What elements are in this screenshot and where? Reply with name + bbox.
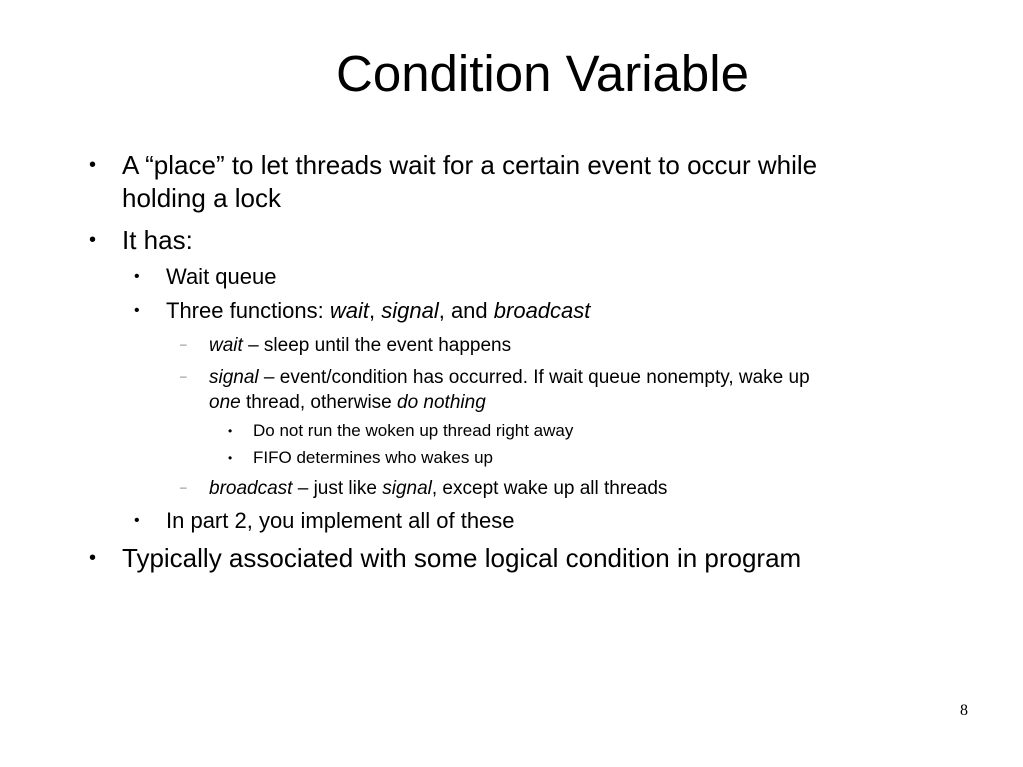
bullet-signal-continuation — [209, 390, 486, 415]
bullet-separator: , and — [438, 298, 494, 323]
bullet-logical-condition — [89, 542, 802, 575]
bullet-do-not-run — [228, 420, 574, 442]
term-description: – sleep until the event happens — [242, 335, 512, 356]
bullet-dash-icon: – — [180, 480, 187, 494]
bullet-separator: , — [369, 298, 382, 323]
emphasis-one: one — [209, 392, 241, 413]
term-description: – just like — [292, 478, 383, 499]
bullet-text-line2: holding a lock — [122, 183, 281, 213]
bullet-wait-description — [180, 333, 512, 358]
term-description-continued: thread, otherwise — [240, 392, 398, 413]
bullet-it-has — [89, 224, 193, 257]
bullet-three-functions — [134, 297, 591, 325]
bullet-dash-icon: – — [180, 369, 187, 383]
bullet-text: Typically associated with some logical condition in program — [122, 543, 802, 573]
term-description: – event/condition has occurred. If wait queue nonempty, wake up — [258, 367, 810, 388]
bullet-broadcast-description — [180, 476, 668, 501]
bullet-dot-icon: • — [228, 424, 233, 438]
function-name-broadcast: broadcast — [493, 298, 591, 323]
bullet-text: FIFO determines who wakes up — [253, 448, 493, 467]
emphasis-do-nothing: do nothing — [397, 392, 486, 413]
bullet-dot-icon: • — [228, 451, 233, 465]
bullet-part-2 — [134, 507, 515, 535]
bullet-text: Wait queue — [166, 264, 277, 289]
bullet-wait-queue — [134, 263, 277, 291]
function-name-wait: wait — [329, 298, 369, 323]
bullet-dash-icon: – — [180, 337, 187, 351]
bullet-place-to-wait — [89, 149, 818, 182]
bullet-place-to-wait-continuation — [122, 182, 281, 215]
term-broadcast: broadcast — [209, 478, 293, 499]
bullet-text-line1: A “place” to let threads wait for a certain event to occur while — [122, 150, 818, 180]
bullet-dot-icon: • — [134, 512, 140, 529]
term-description-tail: , except wake up all threads — [431, 478, 668, 499]
bullet-signal-description — [180, 365, 810, 390]
bullet-text: It has: — [122, 225, 193, 255]
bullet-dot-icon: • — [89, 229, 97, 251]
term-wait: wait — [209, 335, 243, 356]
term-signal: signal — [209, 367, 259, 388]
term-signal-reference: signal — [382, 478, 432, 499]
function-name-signal: signal — [381, 298, 439, 323]
bullet-text: In part 2, you implement all of these — [166, 508, 515, 533]
bullet-dot-icon: • — [89, 547, 97, 569]
bullet-fifo — [228, 447, 493, 469]
bullet-text: Do not run the woken up thread right away — [253, 421, 574, 440]
bullet-dot-icon: • — [89, 154, 97, 176]
bullet-text-lead: Three functions: — [166, 298, 330, 323]
page-number: 8 — [960, 702, 968, 719]
bullet-dot-icon: • — [134, 268, 140, 285]
slide-title: Condition Variable — [336, 45, 749, 102]
bullet-dot-icon: • — [134, 302, 140, 319]
